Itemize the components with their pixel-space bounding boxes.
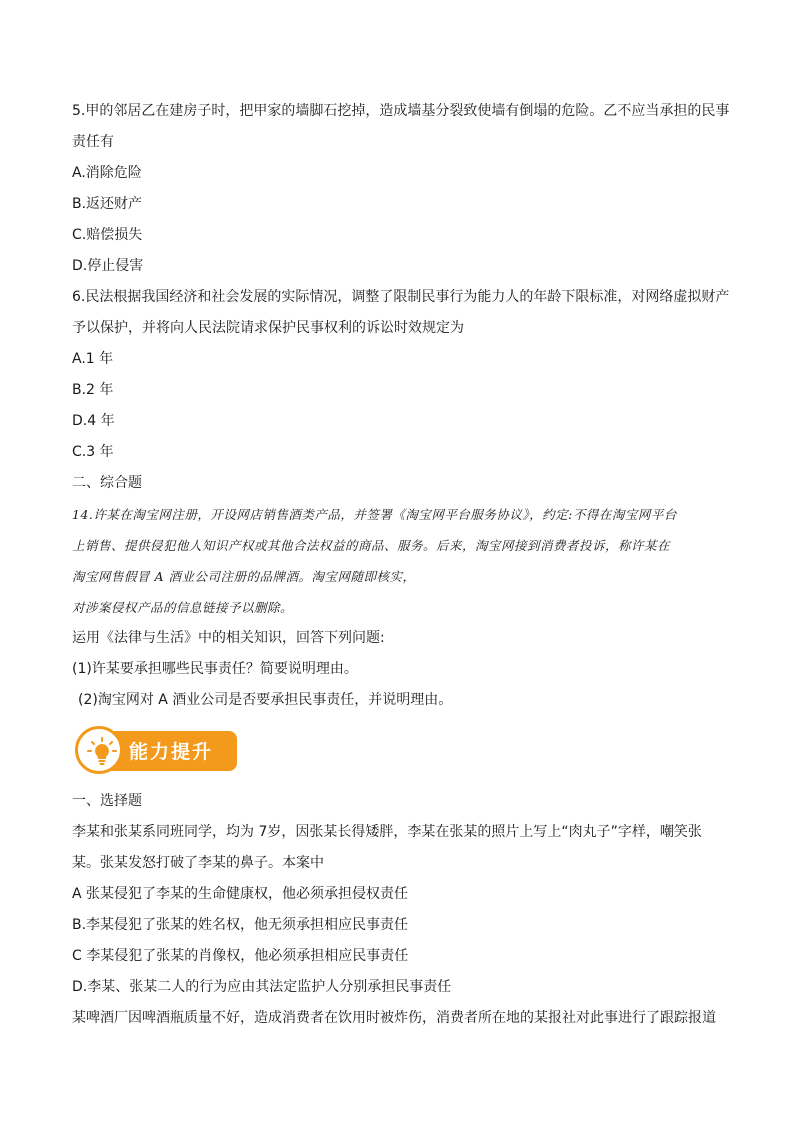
- q5-option-c: C.赔偿损失: [72, 227, 143, 243]
- q5-option-d: D.停止侵害: [72, 258, 144, 274]
- q6-stem-line-2: 予以保护，并将向人民法院请求保护民事权利的诉讼时效规定为: [72, 320, 464, 336]
- q14-stem-line-2: 上销售、提供侵犯他人知识产权或其他合法权益的商品、服务。后来，淘宝网接到消费者投诉，称许某在: [72, 538, 671, 553]
- q5-option-b: B.返还财产: [72, 196, 143, 212]
- q6-option-4: C.3 年: [72, 444, 114, 460]
- lightbulb-icon: [87, 737, 117, 767]
- q6-option-3: D.4 年: [72, 413, 115, 429]
- q-option-c: C 李某侵犯了张某的肖像权，他必须承担相应民事责任: [72, 948, 409, 964]
- badge-icon-circle: [75, 726, 123, 774]
- document-page: [72, 96, 732, 1034]
- q14-sub-question-2: (2)淘宝网对 A 酒业公司是否要承担民事责任，并说明理由。: [78, 692, 453, 708]
- q5-stem-line-2: 责任有: [72, 134, 114, 150]
- q14-instruction: 运用《法律与生活》中的相关知识，回答下列问题:: [72, 630, 385, 646]
- q5-stem-line-1: 5.甲的邻居乙在建房子时，把甲家的墙脚石挖掉，造成墙基分裂致使墙有倒塌的危险。乙不应当承担的民事: [72, 103, 730, 119]
- q14-stem-line-3: 淘宝网售假冒 A 酒业公司注册的品牌酒。淘宝网随即核实，: [72, 569, 416, 584]
- q14-stem-line-4: 对涉案侵权产品的信息链接予以删除。: [72, 600, 294, 615]
- ability-improvement-badge: [75, 726, 237, 772]
- q6-option-2: B.2 年: [72, 382, 114, 398]
- section-heading-choice: 一、选择题: [72, 793, 142, 809]
- q14-stem-line-1: 14.许某在淘宝网注册，开设网店销售酒类产品，并签署《淘宝网平台服务协议》，约定:不得在淘宝网平台: [72, 507, 677, 522]
- q-stem-line-1: 李某和张某系同班同学，均为 7岁，因张某长得矮胖，李某在张某的照片上写上“肉丸子”字样，嘲笑张: [72, 824, 702, 840]
- q14-sub-question-1: (1)许某要承担哪些民事责任？简要说明理由。: [72, 661, 358, 677]
- badge-label: 能力提升: [129, 741, 214, 763]
- q-option-a: A 张某侵犯了李某的生命健康权，他必须承担侵权责任: [72, 886, 409, 902]
- q5-option-a: A.消除危险: [72, 165, 142, 181]
- q6-stem-line-1: 6.民法根据我国经济和社会发展的实际情况，调整了限制民事行为能力人的年龄下限标准，对网络虚拟财产: [72, 289, 730, 305]
- q-option-d: D.李某、张某二人的行为应由其法定监护人分别承担民事责任: [72, 979, 452, 995]
- q-option-b: B.李某侵犯了张某的姓名权，他无须承担相应民事责任: [72, 917, 409, 933]
- q-stem-line-2: 某。张某发怒打破了李某的鼻子。本案中: [72, 855, 324, 871]
- section-heading-comprehensive: 二、综合题: [72, 475, 142, 491]
- q6-option-1: A.1 年: [72, 351, 114, 367]
- next-question-stem-line-1: 某啤酒厂因啤酒瓶质量不好，造成消费者在饮用时被炸伤，消费者所在地的某报社对此事进行了跟踪报道: [72, 1010, 716, 1026]
